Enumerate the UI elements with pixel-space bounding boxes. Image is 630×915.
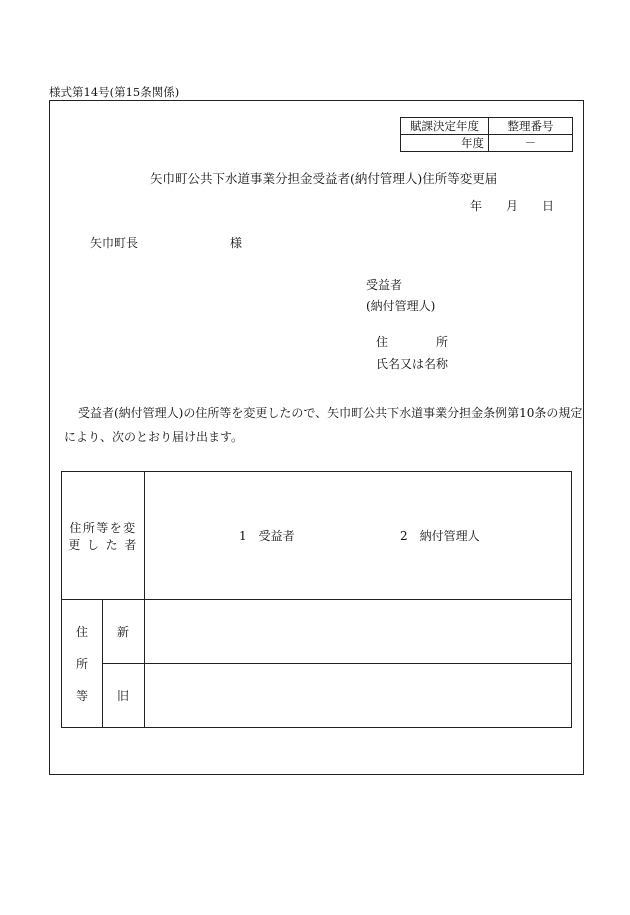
changer-label	[62, 520, 144, 555]
reference-number-header: 整理番号	[489, 118, 573, 135]
address-vertical-char-1: 住	[76, 625, 89, 639]
changer-label-line-1: 住所等を変	[69, 521, 137, 535]
new-address-field[interactable]	[145, 600, 571, 663]
table-border-top	[61, 471, 572, 472]
applicant-address-label-2: 所	[436, 335, 449, 349]
reference-number-field[interactable]: －	[489, 135, 573, 152]
option-payment-manager[interactable]: 2 納付管理人	[400, 529, 480, 543]
changer-label-line-2: 更 し た 者	[68, 538, 138, 553]
date-year-label: 年	[470, 199, 483, 213]
applicant-address-label-1: 住	[376, 335, 389, 349]
addressee-name: 矢巾町長	[90, 236, 139, 250]
document-title: 矢巾町公共下水道事業分担金受益者(納付管理人)住所等変更届	[150, 171, 498, 186]
new-address-label: 新	[117, 625, 130, 639]
payment-manager-label: (納付管理人)	[366, 299, 436, 313]
reference-box	[400, 117, 573, 152]
form-number: 様式第14号(第15条関係)	[49, 85, 180, 99]
fiscal-year-field[interactable]: 年度	[401, 135, 489, 152]
address-vertical-char-3: 等	[76, 689, 89, 703]
body-text-line-1: 受益者(納付管理人)の住所等を変更したので、矢巾町公共下水道事業分担金条例第10条の規定	[78, 406, 583, 420]
table-border-bottom	[61, 727, 572, 728]
address-vertical-char-2: 所	[76, 657, 89, 671]
body-text-line-2: により、次のとおり届け出ます。	[64, 430, 244, 444]
option-recipient[interactable]: 1 受益者	[239, 529, 295, 543]
date-day-label: 日	[542, 199, 555, 213]
date-line	[470, 200, 554, 212]
date-month-label: 月	[506, 199, 519, 213]
recipient-label: 受益者	[366, 278, 403, 292]
fiscal-year-header: 賦課決定年度	[401, 118, 489, 135]
addressee-honorific: 様	[230, 236, 243, 250]
old-address-field[interactable]	[145, 664, 571, 727]
old-address-label: 旧	[117, 689, 130, 703]
applicant-name-label: 氏名又は名称	[376, 357, 449, 371]
